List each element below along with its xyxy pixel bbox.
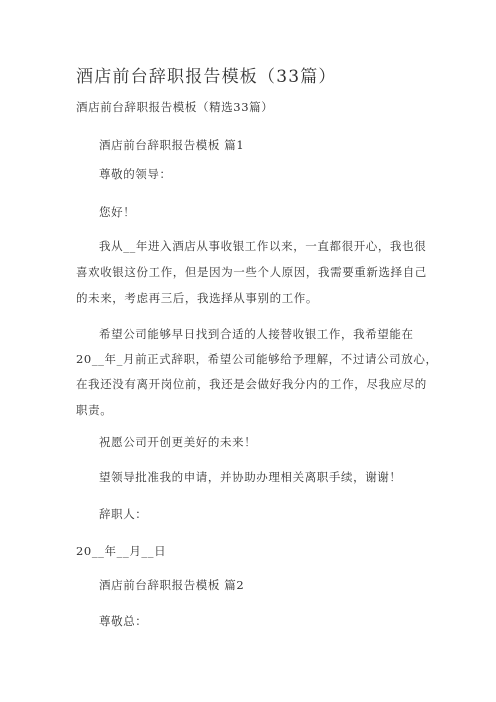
- paragraph-2-line-3: 在我还没有离开岗位前，我还是会做好我分内的工作，尽我应尽的: [76, 377, 427, 391]
- section-heading-2: 酒店前台辞职报告模板 篇2: [99, 578, 245, 592]
- paragraph-1-line-1: 我从__年进入酒店从事收银工作以来，一直都很开心，我也很: [99, 239, 427, 253]
- document-title: 酒店前台辞职报告模板（33篇）: [76, 67, 337, 87]
- paragraph-2-line-4: 职责。: [76, 403, 113, 417]
- document-subtitle: 酒店前台辞职报告模板（精选33篇）: [76, 100, 274, 114]
- section-heading-1: 酒店前台辞职报告模板 篇1: [99, 138, 245, 152]
- salutation: 尊敬的领导：: [99, 167, 172, 181]
- paragraph-1-line-3: 的未来，考虑再三后，我选择从事别的工作。: [76, 291, 318, 305]
- paragraph-1-line-2: 喜欢收银这份工作，但是因为一些个人原因，我需要重新选择自己: [76, 265, 427, 279]
- paragraph-2-line-2: 20__年_月前正式辞职，希望公司能够给予理解，不过请公司放心，: [76, 352, 438, 366]
- paragraph-2-line-1: 希望公司能够早日找到合适的人接替收银工作，我希望能在: [99, 327, 414, 341]
- date-line: 20__年__月__日: [76, 544, 167, 558]
- request-line: 望领导批准我的申请，并协助办理相关离职手续，谢谢！: [99, 470, 402, 484]
- signer-line: 辞职人：: [99, 507, 148, 521]
- greeting: 您好！: [99, 205, 136, 219]
- wish-line: 祝愿公司开创更美好的未来！: [99, 435, 257, 449]
- salutation-2: 尊敬总：: [99, 614, 148, 628]
